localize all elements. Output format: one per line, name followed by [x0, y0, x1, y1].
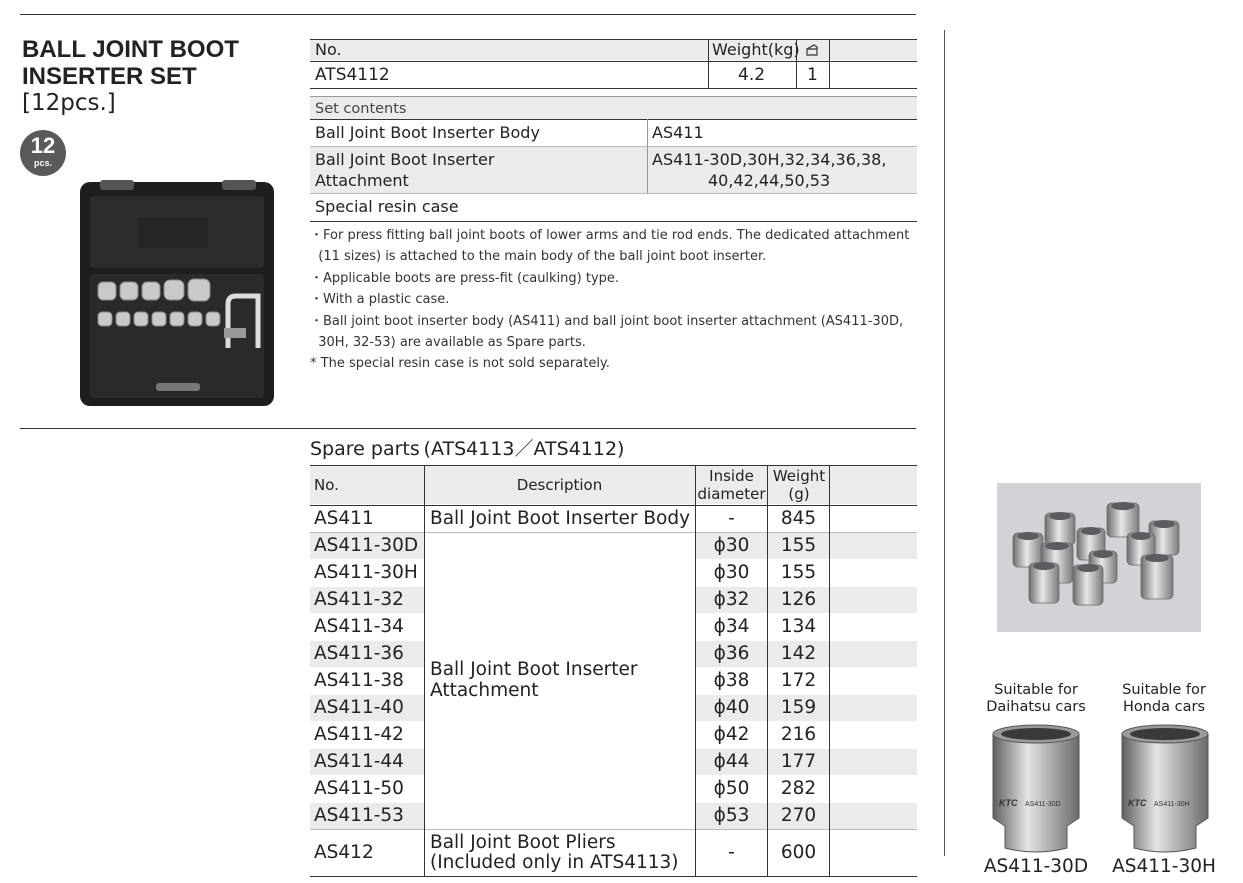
spare-rule	[310, 505, 917, 506]
spare-header-inside: diameter	[697, 485, 766, 503]
spare-row-weight: 216	[780, 724, 817, 745]
spec-col-divider	[708, 39, 709, 88]
title-line-2: INSERTER SET	[22, 63, 197, 90]
spare-row-weight: 126	[780, 589, 817, 610]
attachment-caption: Honda cars	[1122, 699, 1206, 715]
title-line-1: BALL JOINT BOOT	[22, 36, 239, 63]
spare-parts-title: Spare parts (ATS4113／ATS4112)	[310, 438, 625, 460]
attachment-caption: Suitable for	[994, 682, 1078, 698]
spare-header-no: No.	[314, 476, 339, 494]
spec-rule	[310, 39, 917, 40]
spare-col-divider	[424, 465, 425, 876]
note-line: ・With a plastic case.	[310, 292, 450, 308]
set-contents-rule	[310, 221, 917, 222]
spec-header-bg	[310, 40, 917, 60]
content-item-code: 40,42,44,50,53	[708, 171, 831, 190]
spare-rule	[310, 465, 917, 466]
spare-header-description: Description	[516, 476, 603, 494]
spare-row-weight: 282	[780, 778, 817, 799]
spare-row-no: AS411-42	[314, 724, 404, 745]
spec-product-number: ATS4112	[315, 65, 390, 85]
note-line: ・For press fitting ball joint boots of lower arms and tie rod ends. The dedicated attachment	[310, 228, 910, 243]
content-item-code: AS411	[652, 123, 704, 142]
set-contents-col-divider	[647, 119, 648, 193]
spare-header-weight: Weight	[772, 467, 826, 485]
attachment-code: AS411-30D	[983, 856, 1089, 877]
spare-row-no: AS411-32	[314, 589, 404, 610]
spec-header-weight: Weight(kg)	[712, 40, 800, 59]
brand-mark: KTC	[999, 798, 1018, 808]
spare-row-diameter: ϕ40	[713, 697, 750, 718]
spec-header-no: No.	[315, 40, 342, 59]
spare-row-weight: 155	[780, 562, 817, 583]
content-item-name: Ball Joint Boot Inserter Body	[315, 123, 540, 142]
spare-row-no: AS411	[314, 508, 374, 529]
spare-header-weight: (g)	[788, 485, 810, 503]
spare-col-divider	[829, 465, 830, 876]
spare-attachment-description: Attachment	[430, 680, 539, 701]
spare-row-no: AS411-30D	[314, 535, 419, 556]
engraving: AS411-30H	[1154, 801, 1190, 808]
spare-row-weight: 134	[780, 616, 817, 637]
spare-row-no: AS411-53	[314, 805, 404, 826]
spare-row-no: AS411-40	[314, 697, 404, 718]
content-item-name: Attachment	[315, 171, 409, 190]
piece-count: 12	[30, 133, 56, 158]
spare-row-no: AS411-38	[314, 670, 404, 691]
title-line-3: [12pcs.]	[22, 90, 116, 116]
engraving: AS411-30D	[1025, 801, 1061, 808]
spare-row-diameter: ϕ36	[713, 643, 750, 664]
product-case-image	[78, 178, 276, 408]
spare-row-diameter: -	[728, 508, 735, 529]
set-contents-label: Set contents	[315, 101, 407, 117]
column-divider	[944, 30, 945, 856]
spare-header-inside: Inside	[709, 467, 754, 485]
spare-row-diameter: ϕ44	[713, 751, 750, 772]
content-item-code: AS411-30D,30H,32,34,36,38,	[652, 150, 887, 169]
attachments-photo	[997, 483, 1201, 632]
attachment-caption: Suitable for	[1122, 682, 1206, 698]
spare-row-weight: 159	[780, 697, 817, 718]
spare-row-diameter: ϕ53	[713, 805, 750, 826]
spare-rule	[310, 876, 917, 877]
spare-row-weight: 270	[780, 805, 817, 826]
spare-row-diameter: ϕ42	[713, 724, 750, 745]
set-contents-rule	[310, 119, 917, 120]
product-title	[22, 36, 282, 117]
piece-count-badge	[20, 130, 66, 176]
spare-row-no: AS411-50	[314, 778, 404, 799]
spare-attachment-description: Ball Joint Boot Inserter	[430, 659, 638, 680]
spare-row-no: AS411-36	[314, 643, 404, 664]
spare-row-diameter: ϕ30	[713, 562, 750, 583]
spare-rule	[310, 829, 917, 830]
note-line: ・Applicable boots are press-fit (caulking) type.	[310, 270, 620, 286]
set-contents-rule	[310, 96, 917, 97]
spare-body-description: Ball Joint Boot Inserter Body	[430, 508, 691, 529]
spare-row-diameter: ϕ50	[713, 778, 750, 799]
attachment-code: AS411-30H	[1112, 856, 1216, 877]
note-line: * The special resin case is not sold separately.	[310, 356, 610, 372]
spare-row-weight: 142	[780, 643, 817, 664]
spare-row-weight: 155	[780, 535, 817, 556]
section-divider	[20, 428, 916, 429]
spare-pliers-description: (Included only in ATS4113)	[430, 852, 679, 873]
feature-notes	[310, 225, 925, 375]
spec-rule	[310, 88, 917, 89]
content-item-name: Ball Joint Boot Inserter	[315, 150, 495, 169]
spec-rule	[310, 61, 917, 62]
spare-row-weight: 177	[780, 751, 817, 772]
attachment-caption: Daihatsu cars	[986, 699, 1086, 715]
spare-row-weight: 172	[780, 670, 817, 691]
spare-row-weight: 845	[780, 508, 817, 529]
spare-row-diameter: ϕ38	[713, 670, 750, 691]
attachment-30d-image	[987, 722, 1085, 856]
note-line: ・Ball joint boot inserter body (AS411) and ball joint boot inserter attachment (AS411-30D,	[310, 313, 904, 329]
content-item-name: Special resin case	[315, 197, 459, 216]
spare-row-no: AS411-30H	[314, 562, 418, 583]
box-icon	[805, 43, 819, 57]
spare-pliers-description: Ball Joint Boot Pliers	[430, 832, 616, 853]
spare-row-no: AS411-34	[314, 616, 404, 637]
set-contents-rule	[310, 193, 917, 194]
note-line: 30H, 32-53) are available as Spare parts.	[310, 335, 586, 351]
spec-weight-value: 4.2	[738, 65, 766, 85]
brand-mark: KTC	[1128, 798, 1147, 808]
spare-row-no: AS412	[314, 842, 374, 863]
top-divider	[20, 14, 916, 15]
attachment-30h-image	[1116, 722, 1214, 856]
piece-unit: pcs.	[33, 158, 52, 168]
spare-row-diameter: ϕ34	[713, 616, 750, 637]
note-line: (11 sizes) is attached to the main body of the ball joint boot inserter.	[310, 249, 767, 265]
spec-quantity-value: 1	[807, 65, 818, 85]
spec-col-divider	[829, 39, 830, 88]
spare-row-weight: 600	[780, 842, 817, 863]
spare-row-no: AS411-44	[314, 751, 404, 772]
spare-row-diameter: -	[728, 842, 735, 863]
spare-row-diameter: ϕ30	[713, 535, 750, 556]
spare-row-diameter: ϕ32	[713, 589, 750, 610]
